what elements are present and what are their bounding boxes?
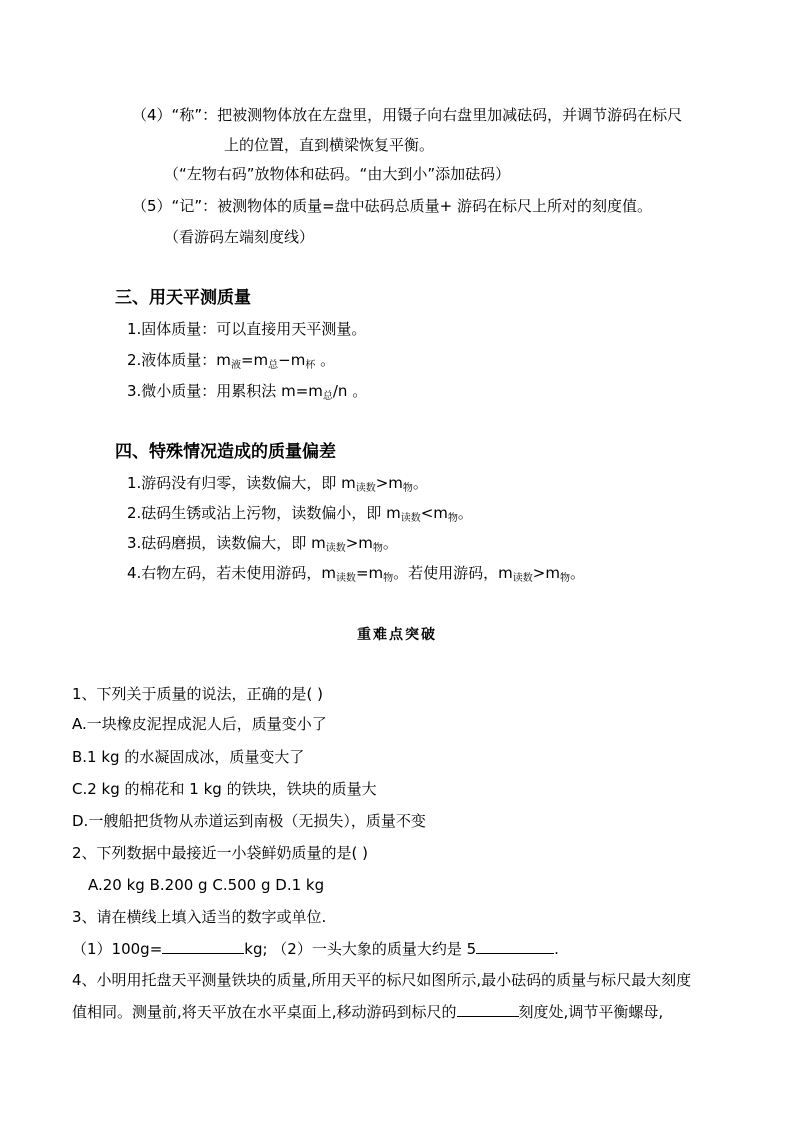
step5-note: （看游码左端刻度线） [164, 228, 315, 246]
sec4-item-3: 3.砝码磨损，读数偏大，即 $m_{读数}>m_物$。 [127, 534, 398, 554]
answer-blank-2[interactable] [476, 939, 554, 954]
question-2-options: A.20 kg B.200 g C.500 g D.1 kg [88, 876, 325, 894]
question-2: 2、下列数据中最接近一小袋鲜奶质量的是( ) [72, 844, 369, 862]
question-3-parts: （1）100g= kg; （2）一头大象的质量大约是 5 . [72, 940, 559, 958]
question-4-line-2: 值相同。测量前,将天平放在水平桌面上,移动游码到标尺的 刻度处,调节平衡螺母, [72, 1003, 664, 1021]
sec3-item-3: 3.微小质量：用累积法 $m=m_总/n$ 。 [127, 382, 368, 402]
sec4-item-4: 4.右物左码，若未使用游码，$m_{读数}=m_物$。若使用游码，$m_{读数}>m_物$。 [127, 564, 585, 584]
question-1-option-a: A.一块橡皮泥捏成泥人后，质量变小了 [72, 715, 327, 733]
step4-line2: 上的位置，直到横梁恢复平衡。 [224, 136, 435, 154]
section-title-3: 三、用天平测质量 [115, 288, 251, 308]
answer-blank-1[interactable] [162, 939, 244, 954]
question-1: 1、下列关于质量的说法，正确的是( ) [72, 685, 324, 703]
step5-line1: （5）“记”：被测物体的质量=盘中砝码总质量+ 游码在标尺上所对的刻度值。 [132, 197, 652, 215]
sec3-item-1: 1.固体质量：可以直接用天平测量。 [127, 320, 367, 338]
sec4-item-1: 1.游码没有归零，读数偏大，即 $m_{读数}>m_物$。 [127, 474, 428, 494]
step4-note: （“左物右码”放物体和砝码。“由大到小”添加砝码） [164, 165, 511, 183]
section-title-4: 四、特殊情况造成的质量偏差 [115, 442, 336, 462]
sec4-item-2: 2.砝码生锈或沾上污物，读数偏小，即 $m_{读数}<m_物$。 [127, 504, 473, 524]
sec3-item-2: 2.液体质量：$m_液=m_总-m_杯$ 。 [127, 351, 336, 371]
answer-blank-3[interactable] [457, 1002, 519, 1017]
question-1-option-c: C.2 kg 的棉花和 1 kg 的铁块，铁块的质量大 [72, 780, 377, 798]
breakthrough-title: 重难点突破 [357, 627, 437, 643]
question-4-line-1: 4、小明用托盘天平测量铁块的质量,所用天平的标尺如图所示,最小砝码的质量与标尺最大刻度 [72, 971, 692, 989]
question-3: 3、请在横线上填入适当的数字或单位. [72, 908, 327, 926]
question-1-option-d: D.一艘船把货物从赤道运到南极（无损失），质量不变 [72, 812, 426, 830]
step4-line1: （4）“称”：把被测物体放在左盘里，用镊子向右盘里加减砝码，并调节游码在标尺 [132, 106, 683, 124]
question-1-option-b: B.1 kg 的水凝固成冰，质量变大了 [72, 748, 305, 766]
